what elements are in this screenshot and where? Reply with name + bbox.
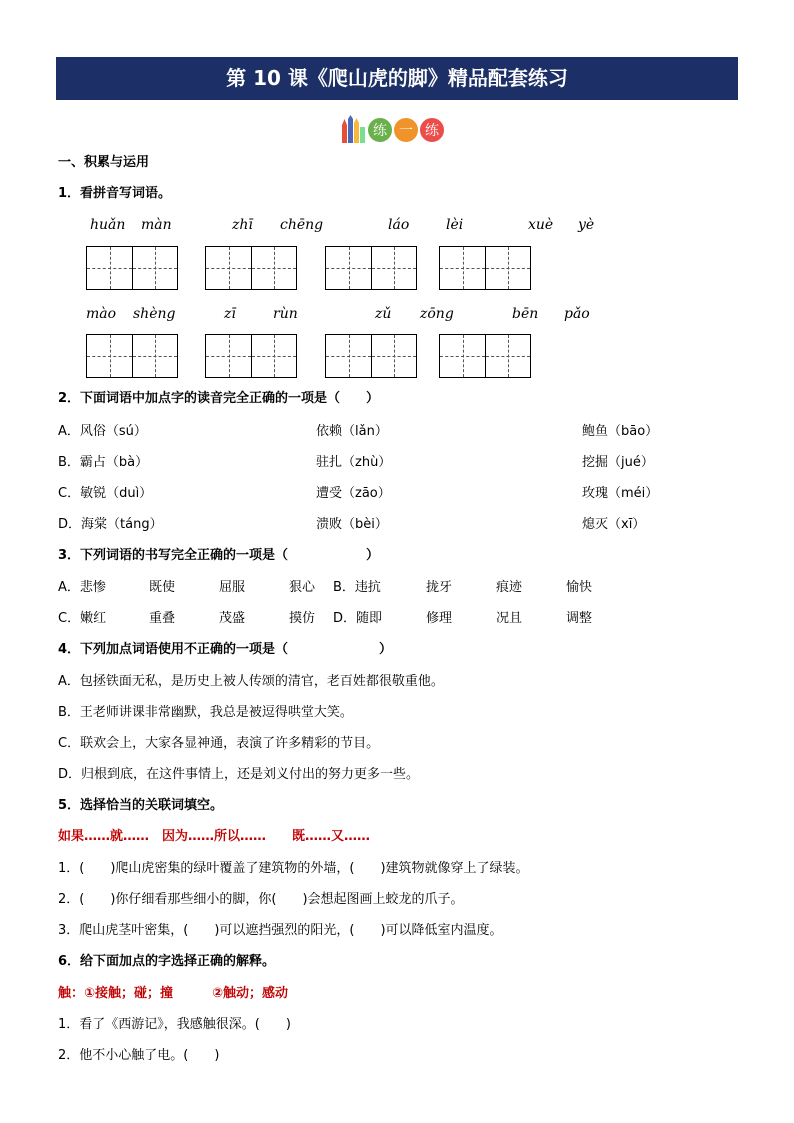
q5-item: 2．( )你仔细看那些细小的脚，你( )会想起图画上蛟龙的爪子。: [58, 892, 464, 907]
pinyin: bēn: [512, 306, 539, 322]
q6-choices: 触：①接触；碰；撞 ②触动；感动: [58, 986, 289, 1001]
q6-item: 1．看了《西游记》，我感触很深。( ): [58, 1017, 291, 1032]
q3-word: 摸仿: [289, 611, 316, 626]
logo-char-2: 一: [399, 123, 413, 139]
pinyin: huǎn: [90, 217, 126, 233]
section-heading: 一、积累与运用: [58, 155, 150, 170]
pinyin: yè: [578, 217, 595, 233]
q3-word: 拢牙: [426, 580, 453, 595]
q2-option: 溃败（bèi）: [316, 517, 388, 532]
q4-option: C．联欢会上，大家各显神通，表演了许多精彩的节目。: [58, 736, 380, 751]
q1-title: 1．看拼音写词语。: [58, 186, 172, 201]
pinyin: pǎo: [564, 306, 590, 322]
pinyin: zhī: [232, 217, 253, 233]
q4-option: D．归根到底，在这件事情上，还是刘义付出的努力更多一些。: [58, 767, 420, 782]
q2-option: D．海棠（táng）: [58, 517, 163, 532]
q2-option: 驻扎（zhù）: [316, 455, 392, 470]
q4-option: B．王老师讲课非常幽默，我总是被逗得哄堂大笑。: [58, 705, 353, 720]
q2-option: 鲍鱼（bāo）: [582, 424, 659, 439]
pinyin: zǔ: [375, 306, 392, 322]
q3-word: 屈服: [219, 580, 246, 595]
q3-word: 修理: [426, 611, 453, 626]
q2-option: B．霸占（bà）: [58, 455, 149, 470]
q3-word: 狠心: [289, 580, 316, 595]
castle-icon: [340, 115, 446, 145]
q3-word: 况且: [496, 611, 523, 626]
pinyin: shèng: [133, 306, 176, 322]
q3-word: B．违抗: [333, 580, 381, 595]
q6-title: 6．给下面加点的字选择正确的解释。: [58, 954, 276, 969]
q2-option: 依赖（lǎn）: [316, 424, 388, 439]
logo-char-3: 练: [425, 123, 439, 139]
practice-logo: [340, 115, 446, 149]
q3-word: C．嫩红: [58, 611, 107, 626]
q2-option: C．敏锐（duì）: [58, 486, 153, 501]
logo-char-1: 练: [373, 123, 387, 139]
pinyin: rùn: [273, 306, 298, 322]
q5-item: 1．( )爬山虎密集的绿叶覆盖了建筑物的外墙，( )建筑物就像穿上了绿装。: [58, 861, 529, 876]
pinyin: lèi: [446, 217, 464, 233]
q3-word: A．悲惨: [58, 580, 106, 595]
q3-word: 茂盛: [219, 611, 246, 626]
q5-choices: 如果……就…… 因为……所以…… 既……又……: [58, 829, 371, 844]
q5-title: 5．选择恰当的关联词填空。: [58, 798, 224, 813]
writing-grid[interactable]: [325, 246, 417, 290]
pinyin: mào: [86, 306, 117, 322]
pinyin: xuè: [528, 217, 554, 233]
q2-option: A．风俗（sú）: [58, 424, 147, 439]
writing-grid[interactable]: [439, 246, 531, 290]
q3-word: D．随即: [333, 611, 383, 626]
pinyin: zōng: [420, 306, 454, 322]
q2-title: 2．下面词语中加点字的读音完全正确的一项是（ ）: [58, 391, 380, 406]
q4-option: A．包拯铁面无私，是历史上被人传颂的清官，老百姓都很敬重他。: [58, 674, 444, 689]
writing-grid[interactable]: [439, 334, 531, 378]
q2-option: 熄灭（xī）: [582, 517, 646, 532]
writing-grid[interactable]: [205, 246, 297, 290]
pinyin: màn: [141, 217, 172, 233]
writing-grid[interactable]: [86, 334, 178, 378]
q3-word: 重叠: [149, 611, 176, 626]
q4-title: 4．下列加点词语使用不正确的一项是（ ）: [58, 642, 393, 657]
writing-grid[interactable]: [86, 246, 178, 290]
q3-title: 3．下列词语的书写完全正确的一项是（ ）: [58, 548, 380, 563]
page-title: 第 10 课《爬山虎的脚》精品配套练习: [56, 57, 738, 100]
q2-option: 挖掘（jué）: [582, 455, 654, 470]
pinyin: zī: [224, 306, 236, 322]
pinyin: láo: [388, 217, 410, 233]
pinyin: chēng: [280, 217, 324, 233]
writing-grid[interactable]: [325, 334, 417, 378]
q5-item: 3．爬山虎茎叶密集，( )可以遮挡强烈的阳光，( )可以降低室内温度。: [58, 923, 503, 938]
q3-word: 调整: [566, 611, 593, 626]
q2-option: 玫瑰（méi）: [582, 486, 659, 501]
writing-grid[interactable]: [205, 334, 297, 378]
q6-item: 2．他不小心触了电。( ): [58, 1048, 220, 1063]
q3-word: 痕迹: [496, 580, 523, 595]
q3-word: 既使: [149, 580, 176, 595]
q3-word: 愉快: [566, 580, 593, 595]
q2-option: 遭受（zāo）: [316, 486, 391, 501]
